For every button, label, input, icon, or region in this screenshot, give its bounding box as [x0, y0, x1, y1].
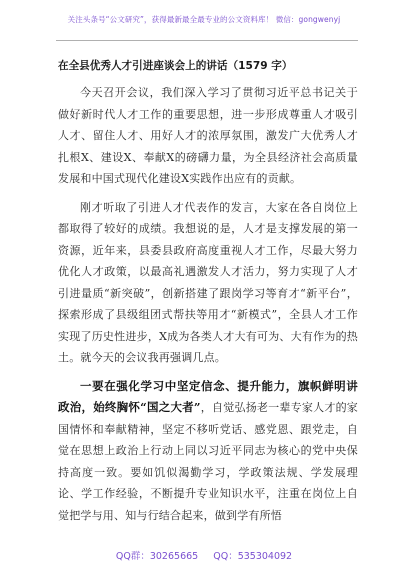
header-banner: 关注头条号“公文研究”，获得最新最全最专业的公文资料库！ 微信：gongwenyj — [67, 15, 341, 24]
paragraph-intro: 今天召开会议，我们深入学习了贯彻习近平总书记关于做好新时代人才工作的重要思想，进一步形成尊重人才吸引人才、留住人才、用好人才的浓厚氛围，激发广大优秀人才扎根X、建设X、奉献X的磅礴力量，为全县经济社会高质量发展和中国式现代化建设X实践作出应有的贡献。 — [58, 86, 358, 185]
document-body — [58, 82, 358, 526]
paragraph-review: 刚才听取了引进人才代表作的发言，大家在各自岗位上都取得了较好的成绩。我想说的是，人才是支撑发展的第一资源，近年来，县委县政府高度重视人才工作，尽最大努力优化人才政策，以最高礼遇激发人才活力，努力实现了人才引进量质“新突破”，创新搭建了跟岗学习等育才“新平台”，探索形成了县级组团式帮扶等用才“新模式”，全县人才工作实现了历史性进步，X成为各类人才大有可为、大有作为的热土。就今天的会议我再强调几点。 — [58, 200, 358, 364]
section-1-lead: 一要在强化学习中坚定信念、提升能力，旗帜鲜明讲政治，始终胸怀“国之大者” — [58, 378, 358, 414]
footer-contact — [0, 548, 408, 562]
document-title: 在全县优秀人才引进座谈会上的讲话（1579 字） — [58, 60, 293, 72]
header-divider — [56, 40, 358, 41]
footer-qq-group: QQ群：30265665 — [115, 551, 199, 562]
section-1-text: ，自觉弘扬老一辈专家人才的家国情怀和奉献精神，坚定不移听党话、感党恩、跟党走，自觉在思想上政治上行动上同以习近平同志为核心的党中央保持高度一致。要如饥似渴勤学习，学政策法规、学发展理论、学工作经验，不断提升专业知识水平，注重在岗位上自觉把学与用、知与行结合起来，做到学有所悟 — [58, 401, 358, 522]
footer-qq-number: QQ：535304092 — [213, 551, 293, 562]
paragraph-section-1 — [58, 376, 358, 527]
